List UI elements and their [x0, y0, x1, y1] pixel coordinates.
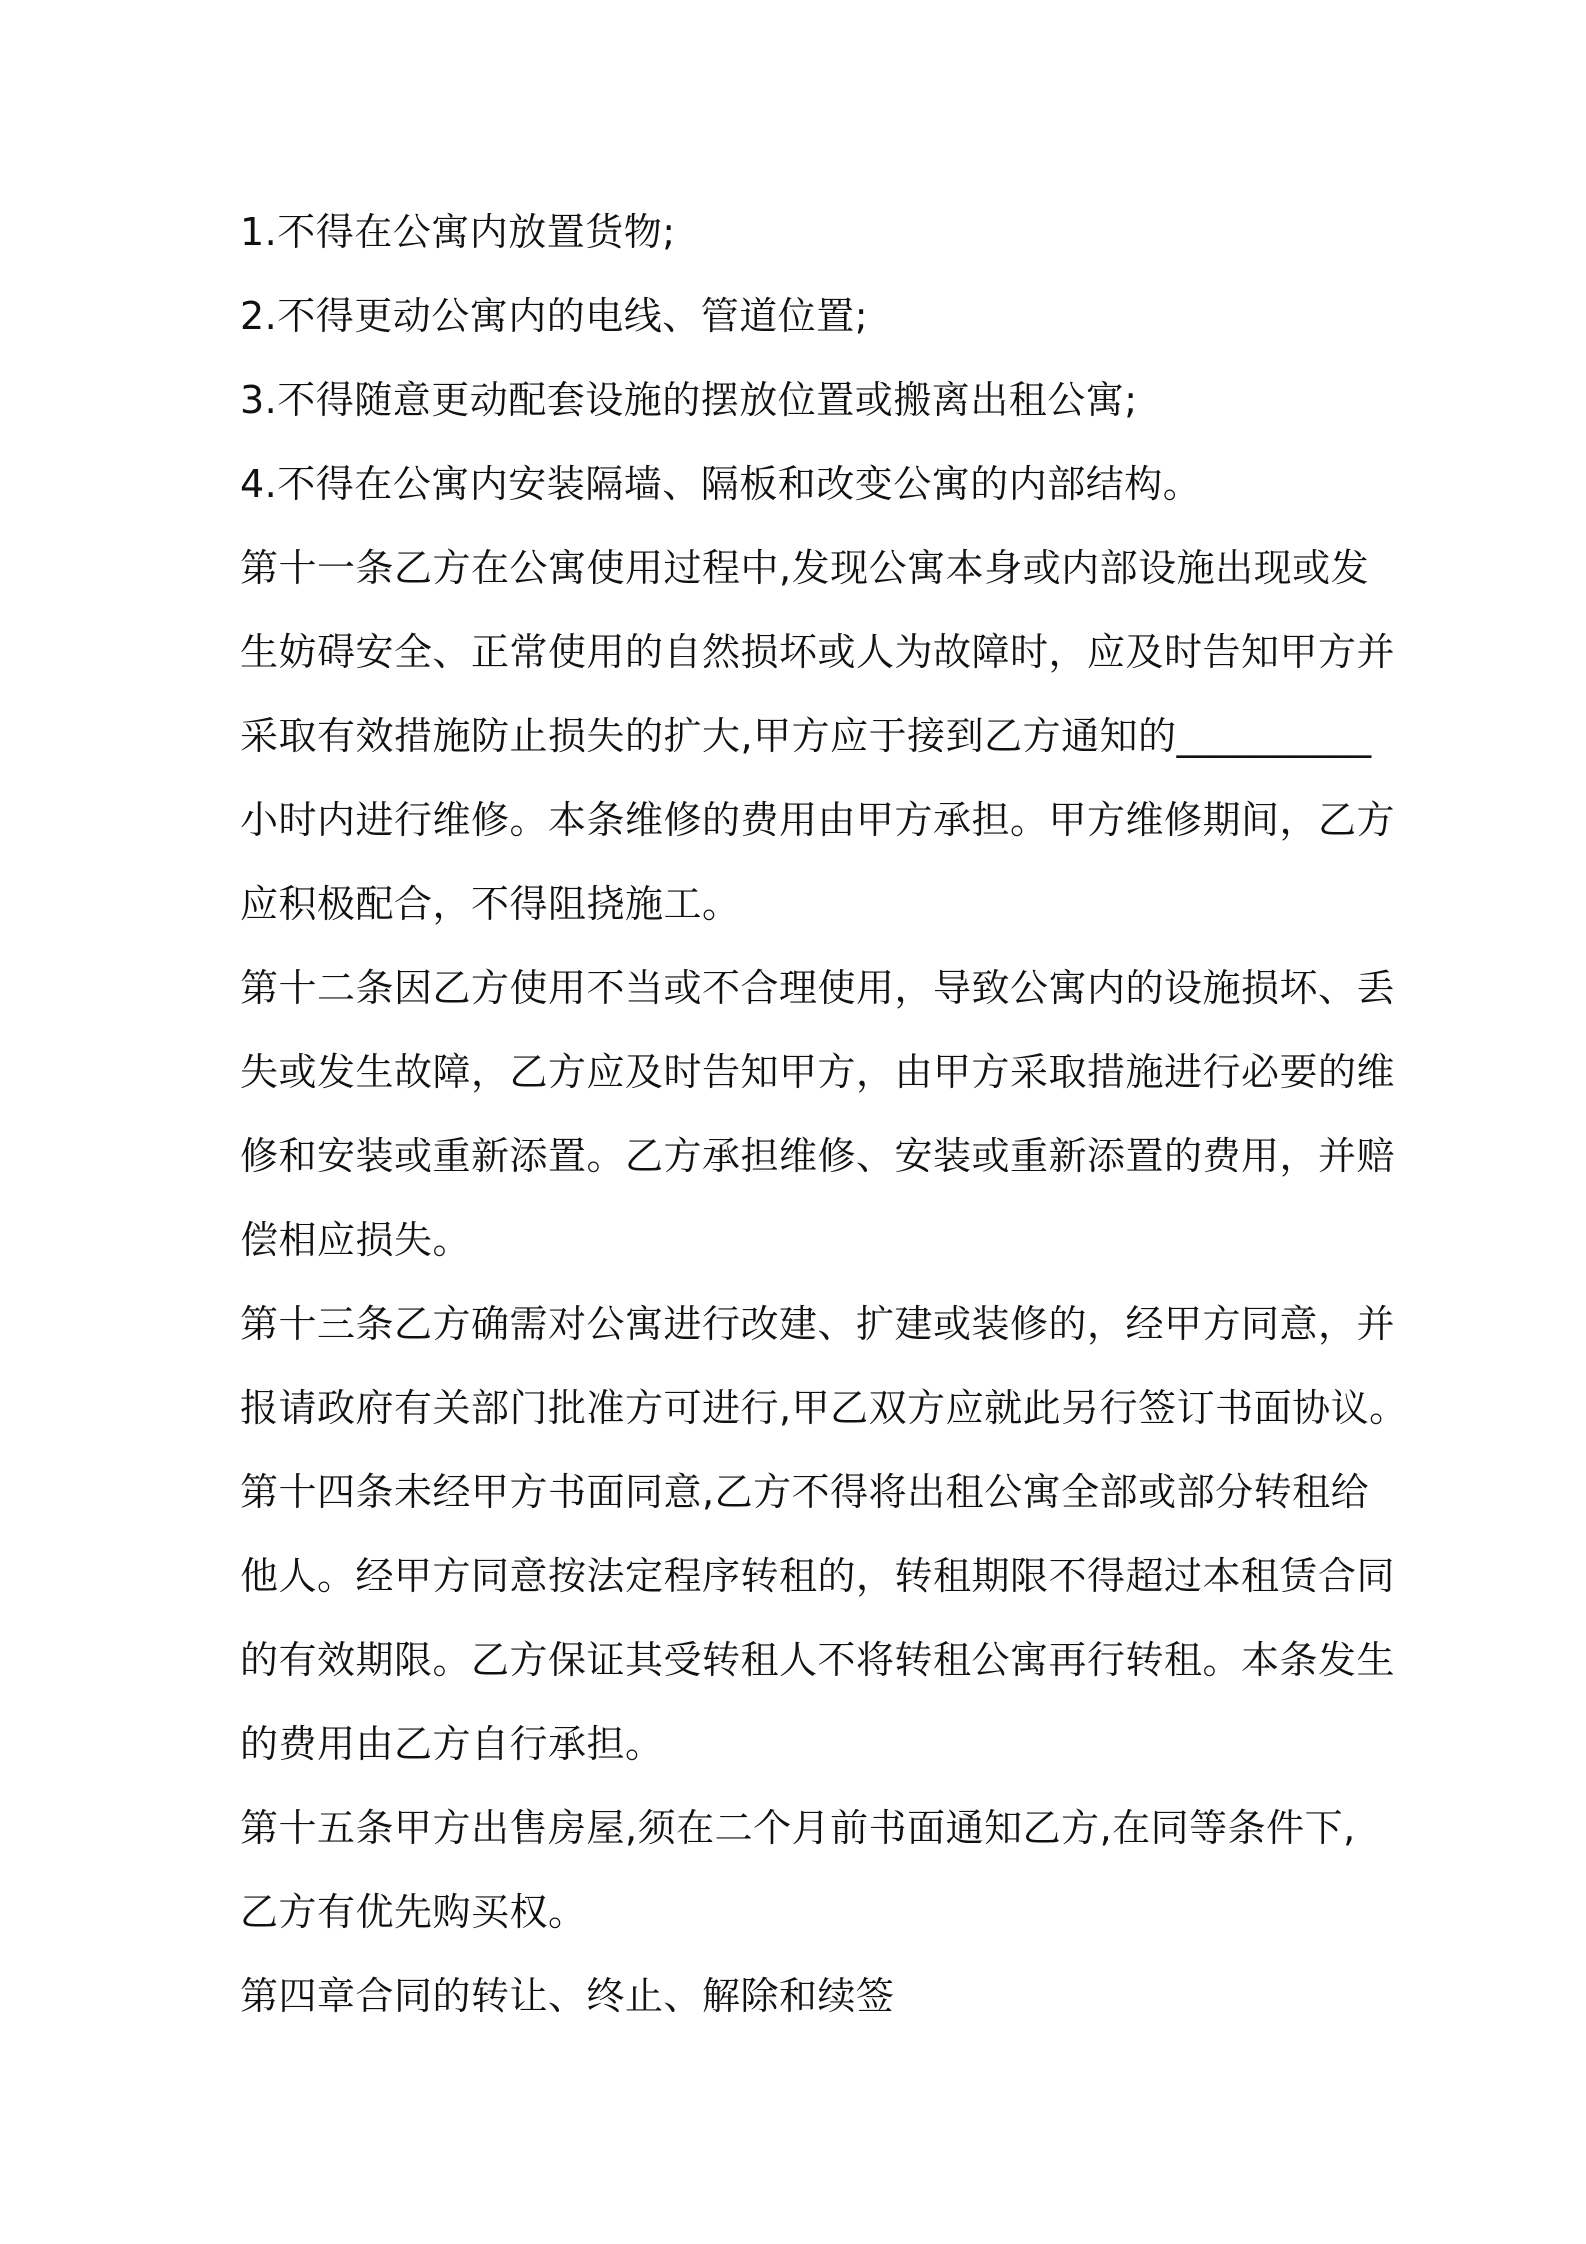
text-line: 4.不得在公寓内安装隔墙、隔板和改变公寓的内部结构。: [240, 462, 1202, 506]
text-line: 的有效期限。乙方保证其受转租人不将转租公寓再行转租。本条发生: [240, 1638, 1396, 1682]
text-line: 报请政府有关部门批准方可进行,甲乙双方应就此另行签订书面协议。: [240, 1386, 1408, 1430]
chapter-heading: 第四章合同的转让、终止、解除和续签: [240, 1974, 895, 2018]
text-line: 第十四条未经甲方书面同意,乙方不得将出租公寓全部或部分转租给: [240, 1470, 1370, 1514]
text-line: 应积极配合，不得阻挠施工。: [240, 882, 741, 926]
text-line: 第十三条乙方确需对公寓进行改建、扩建或装修的，经甲方同意，并: [240, 1302, 1396, 1346]
text-line: 小时内进行维修。本条维修的费用由甲方承担。甲方维修期间，乙方: [240, 798, 1396, 842]
text-line: 修和安装或重新添置。乙方承担维修、安装或重新添置的费用，并赔: [240, 1134, 1396, 1178]
text-line: 采取有效措施防止损失的扩大,甲方应于接到乙方通知的__________: [240, 714, 1372, 758]
text-line: 第十一条乙方在公寓使用过程中,发现公寓本身或内部设施出现或发: [240, 546, 1370, 590]
text-line: 的费用由乙方自行承担。: [240, 1722, 664, 1766]
text-line: 1.不得在公寓内放置货物;: [240, 210, 676, 254]
text-line: 第十五条甲方出售房屋,须在二个月前书面通知乙方,在同等条件下,: [240, 1806, 1356, 1850]
text-line: 他人。经甲方同意按法定程序转租的，转租期限不得超过本租赁合同: [240, 1554, 1396, 1598]
text-line: 乙方有优先购买权。: [240, 1890, 587, 1934]
text-line: 生妨碍安全、正常使用的自然损坏或人为故障时，应及时告知甲方并: [240, 630, 1396, 674]
text-line: 2.不得更动公寓内的电线、管道位置;: [240, 294, 869, 338]
document-body: [240, 190, 1408, 2038]
text-line: 偿相应损失。: [240, 1218, 472, 1262]
text-line: 第十二条因乙方使用不当或不合理使用，导致公寓内的设施损坏、丢: [240, 966, 1396, 1010]
text-line: 失或发生故障，乙方应及时告知甲方，由甲方采取措施进行必要的维: [240, 1050, 1396, 1094]
text-line: 3.不得随意更动配套设施的摆放位置或搬离出租公寓;: [240, 378, 1138, 422]
